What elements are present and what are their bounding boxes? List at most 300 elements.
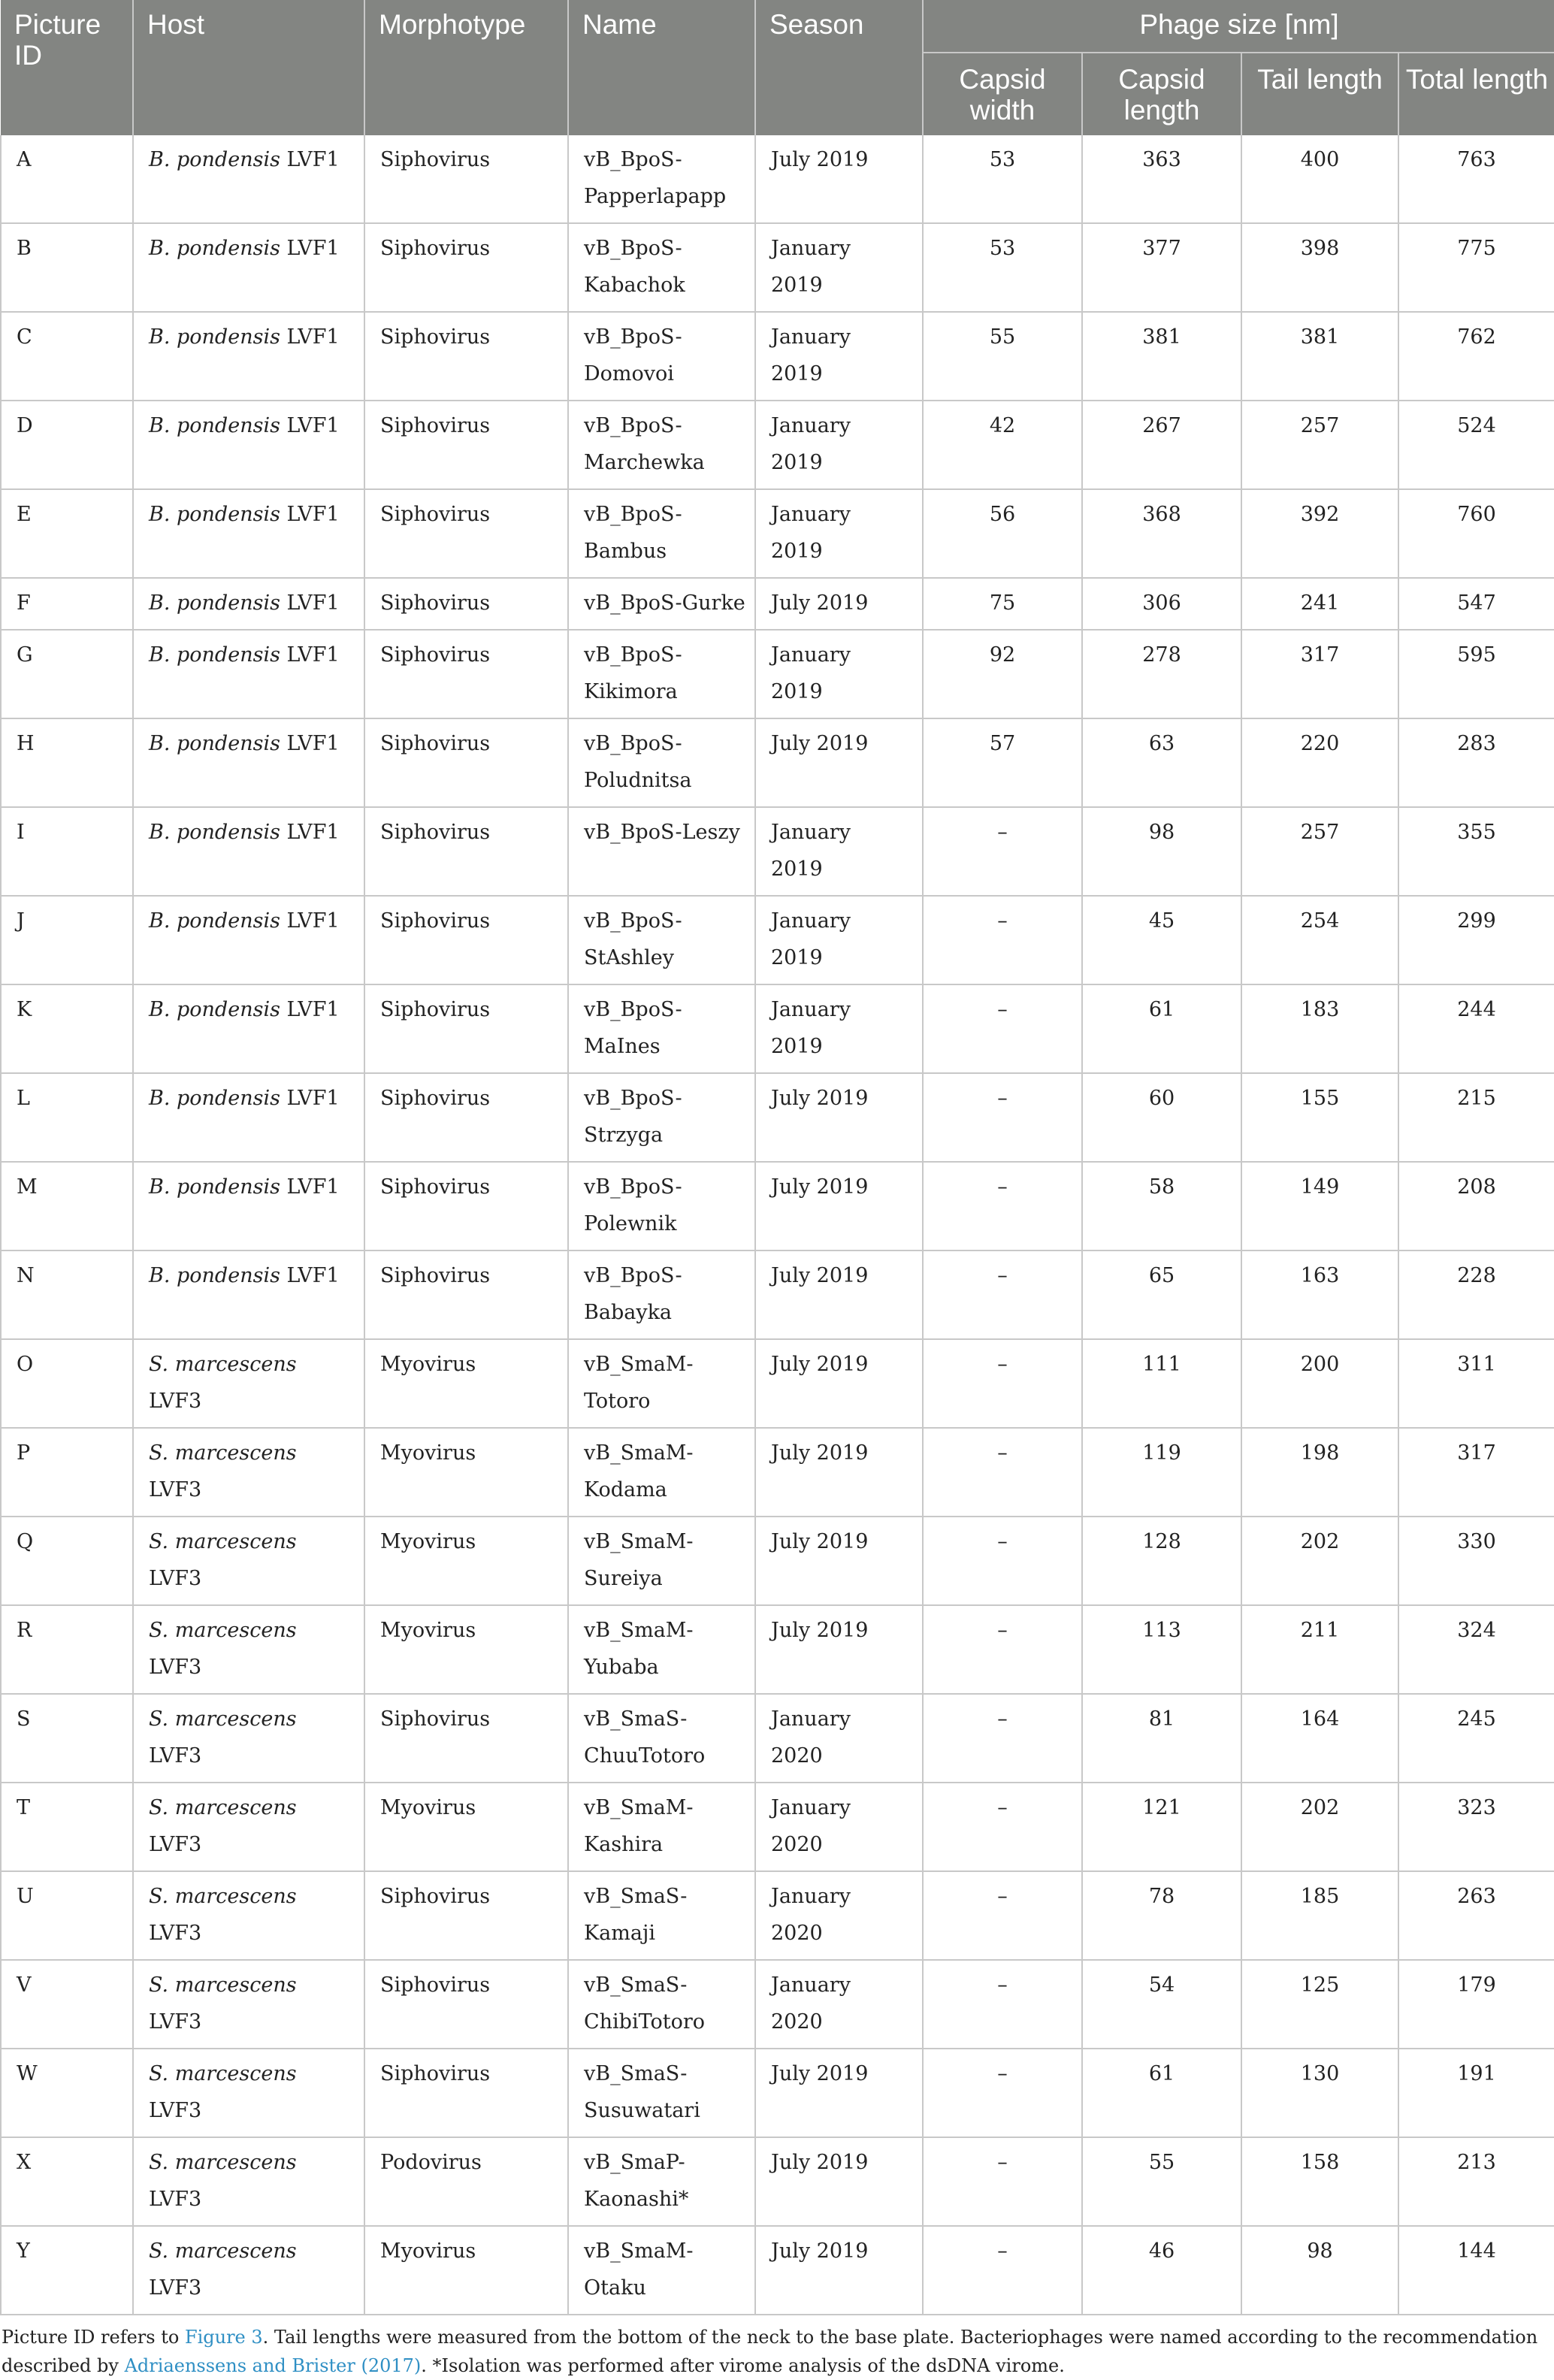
tail-length-text: 257 [1300,821,1340,844]
capsid-length-text: 113 [1142,1619,1181,1642]
cell-host [133,578,364,630]
cell-host [133,1250,364,1339]
cell-total-length [1398,312,1554,401]
host-species-text: B. pondensis [149,821,280,844]
cell-capsid-width [923,1517,1082,1605]
cell-tail-length [1241,1783,1398,1871]
table-row [1,630,1554,718]
host-species-text: B. pondensis [149,643,280,667]
cell-total-length [1398,807,1554,896]
phage-name-text: vB_SmaP-Kaonashi* [584,2151,689,2211]
cell-tail-length [1241,1162,1398,1250]
total-length-text: 283 [1457,732,1496,755]
cell-capsid-width [923,312,1082,401]
cell-name [568,2226,755,2315]
picture-id-text: W [17,2062,38,2085]
capsid-width-text: 56 [989,503,1016,526]
cell-picture-id [1,2137,133,2226]
cell-capsid-length [1082,1605,1241,1694]
cell-tail-length [1241,1960,1398,2049]
cell-host [133,2049,364,2137]
cell-total-length [1398,1073,1554,1162]
total-length-text: 191 [1457,2062,1496,2085]
cell-capsid-length [1082,489,1241,578]
cell-total-length [1398,1250,1554,1339]
cell-picture-id [1,984,133,1073]
cell-total-length [1398,630,1554,718]
cell-season [755,489,923,578]
cell-capsid-length [1082,1162,1241,1250]
picture-id-text: R [17,1619,32,1642]
table-row [1,1162,1554,1250]
total-length-text: 228 [1457,1264,1496,1287]
cell-season [755,896,923,984]
morphotype-text: Myovirus [380,1530,476,1553]
phage-name-text: vB_BpoS-MaInes [584,998,682,1058]
phage-name-text: vB_SmaM-Kodama [584,1441,694,1501]
cell-capsid-width [923,2137,1082,2226]
cell-picture-id [1,135,133,223]
capsid-length-text: 128 [1142,1530,1181,1553]
picture-id-text: O [17,1353,34,1376]
tail-length-text: 317 [1300,643,1340,667]
tail-length-text: 241 [1300,591,1340,615]
table-row [1,2137,1554,2226]
cell-tail-length [1241,312,1398,401]
phage-name-text: vB_BpoS-Bambus [584,503,682,563]
host-species-text: B. pondensis [149,1087,280,1110]
capsid-length-text: 65 [1148,1264,1175,1287]
capsid-length-text: 81 [1148,1707,1175,1731]
capsid-length-text: 61 [1148,998,1175,1021]
picture-id-text: X [17,2151,32,2174]
picture-id-text: K [17,998,32,1021]
picture-id-text: S [17,1707,31,1731]
phage-name-text: vB_SmaM-Totoro [584,1353,694,1413]
cell-season [755,2137,923,2226]
cell-capsid-length [1082,312,1241,401]
cell-total-length [1398,984,1554,1073]
cell-capsid-length [1082,1250,1241,1339]
season-text: January 2019 [771,643,851,703]
cell-tail-length [1241,135,1398,223]
host-species-text: B. pondensis [149,998,280,1021]
capsid-length-text: 61 [1148,2062,1175,2085]
cell-season [755,135,923,223]
cell-season [755,223,923,312]
tail-length-text: 130 [1300,2062,1340,2085]
cell-capsid-length [1082,1339,1241,1428]
total-length-text: 208 [1457,1175,1496,1199]
total-length-text: 323 [1457,1796,1496,1819]
tail-length-text: 185 [1300,1885,1340,1908]
cell-tail-length [1241,489,1398,578]
phage-name-text: vB_SmaM-Otaku [584,2239,694,2300]
cell-tail-length [1241,807,1398,896]
cell-name [568,1605,755,1694]
cell-season [755,1073,923,1162]
figure-3-link[interactable]: Figure 3 [184,2327,263,2348]
cell-name [568,1960,755,2049]
host-strain-text: LVF1 [286,998,340,1021]
season-text: January 2019 [771,821,851,881]
cell-tail-length [1241,984,1398,1073]
cell-name [568,1428,755,1517]
cell-morphotype [364,2049,568,2137]
morphotype-text: Siphovirus [380,237,491,260]
cell-name [568,1339,755,1428]
cell-season [755,1694,923,1783]
host-strain-text: LVF3 [149,2188,202,2211]
cell-capsid-width [923,896,1082,984]
cell-morphotype [364,135,568,223]
capsid-length-text: 45 [1148,909,1175,933]
picture-id-text: Y [17,2239,30,2263]
total-length-text: 775 [1457,237,1496,260]
capsid-width-text: – [997,821,1008,844]
phage-name-text: vB_BpoS-Strzyga [584,1087,682,1147]
host-strain-text: LVF1 [286,1175,340,1199]
cell-morphotype [364,2137,568,2226]
cell-total-length [1398,223,1554,312]
picture-id-text: I [17,821,25,844]
cell-season [755,2049,923,2137]
total-length-text: 144 [1457,2239,1496,2263]
cell-capsid-length [1082,578,1241,630]
tail-length-text: 392 [1300,503,1340,526]
cell-morphotype [364,401,568,489]
cell-season [755,1871,923,1960]
picture-id-text: D [17,414,33,437]
table-row [1,896,1554,984]
table-row [1,312,1554,401]
season-text: January 2019 [771,325,851,386]
cell-capsid-width [923,1605,1082,1694]
morphotype-text: Siphovirus [380,821,491,844]
season-text: July 2019 [771,591,869,615]
table-row [1,1073,1554,1162]
tail-length-text: 198 [1300,1441,1340,1465]
capsid-width-text: 42 [989,414,1016,437]
cell-host [133,135,364,223]
cell-morphotype [364,2226,568,2315]
cell-tail-length [1241,2137,1398,2226]
tail-length-text: 98 [1307,2239,1333,2263]
phage-name-text: vB_SmaS-ChibiTotoro [584,1973,706,2034]
cell-tail-length [1241,401,1398,489]
capsid-width-text: – [997,1619,1008,1642]
picture-id-text: V [17,1973,32,1997]
phage-name-text: vB_SmaM-Sureiya [584,1530,694,1590]
total-length-text: 213 [1457,2151,1496,2174]
morphotype-text: Siphovirus [380,1973,491,1997]
picture-id-text: H [17,732,35,755]
morphotype-text: Myovirus [380,1796,476,1819]
season-text: January 2019 [771,998,851,1058]
cell-tail-length [1241,718,1398,807]
cell-capsid-width [923,578,1082,630]
host-species-text: B. pondensis [149,1175,280,1199]
cell-tail-length [1241,896,1398,984]
tail-length-text: 164 [1300,1707,1340,1731]
cell-capsid-width [923,1783,1082,1871]
cell-capsid-length [1082,2226,1241,2315]
cell-host [133,984,364,1073]
capsid-width-text: 53 [989,148,1016,171]
season-text: July 2019 [771,2151,869,2174]
cell-picture-id [1,223,133,312]
cell-capsid-width [923,1073,1082,1162]
cell-host [133,1605,364,1694]
cell-picture-id [1,807,133,896]
cell-tail-length [1241,2049,1398,2137]
cell-host [133,1517,364,1605]
cell-total-length [1398,1517,1554,1605]
cell-tail-length [1241,630,1398,718]
table-row [1,1871,1554,1960]
host-strain-text: LVF1 [286,503,340,526]
table-header [1,0,1554,135]
host-strain-text: LVF3 [149,2010,202,2034]
picture-id-text: G [17,643,33,667]
cell-morphotype [364,1783,568,1871]
cell-capsid-width [923,1694,1082,1783]
host-species-text: S. marcescens [149,1619,297,1642]
cell-picture-id [1,1694,133,1783]
host-species-text: S. marcescens [149,2151,297,2174]
cell-total-length [1398,489,1554,578]
cell-morphotype [364,1605,568,1694]
cell-total-length [1398,1960,1554,2049]
cell-host [133,718,364,807]
capsid-length-text: 377 [1142,237,1181,260]
tail-length-text: 257 [1300,414,1340,437]
cell-name [568,718,755,807]
cell-capsid-width [923,807,1082,896]
cell-name [568,807,755,896]
cell-host [133,630,364,718]
header-picture-id: Picture ID [1,0,133,135]
host-strain-text: LVF1 [286,643,340,667]
cell-picture-id [1,1428,133,1517]
capsid-width-text: – [997,1885,1008,1908]
capsid-length-text: 60 [1148,1087,1175,1110]
cell-name [568,401,755,489]
table-row [1,2049,1554,2137]
phage-name-text: vB_BpoS-Marchewka [584,414,705,474]
cell-host [133,1428,364,1517]
total-length-text: 524 [1457,414,1496,437]
host-species-text: B. pondensis [149,414,280,437]
cell-name [568,1783,755,1871]
cell-picture-id [1,1250,133,1339]
host-species-text: S. marcescens [149,1885,297,1908]
total-length-text: 179 [1457,1973,1496,1997]
morphotype-text: Siphovirus [380,591,491,615]
cell-morphotype [364,578,568,630]
cell-capsid-length [1082,2049,1241,2137]
host-species-text: B. pondensis [149,148,280,171]
capsid-length-text: 54 [1148,1973,1175,1997]
picture-id-text: C [17,325,32,349]
morphotype-text: Siphovirus [380,643,491,667]
host-species-text: S. marcescens [149,1441,297,1465]
cell-name [568,135,755,223]
cell-host [133,896,364,984]
picture-id-text: T [17,1796,31,1819]
cell-name [568,223,755,312]
host-species-text: S. marcescens [149,1973,297,1997]
citation-link[interactable]: Adriaenssens and Brister (2017) [124,2355,422,2376]
table-row [1,1694,1554,1783]
picture-id-text: F [17,591,31,615]
table-row [1,1605,1554,1694]
cell-capsid-length [1082,1517,1241,1605]
cell-morphotype [364,896,568,984]
cell-capsid-length [1082,896,1241,984]
tail-length-text: 183 [1300,998,1340,1021]
cell-picture-id [1,1960,133,2049]
cell-capsid-width [923,401,1082,489]
cell-capsid-width [923,489,1082,578]
host-strain-text: LVF3 [149,1478,202,1501]
table-row [1,223,1554,312]
cell-season [755,807,923,896]
cell-name [568,2137,755,2226]
morphotype-text: Myovirus [380,1619,476,1642]
capsid-length-text: 63 [1148,732,1175,755]
picture-id-text: P [17,1441,31,1465]
cell-host [133,1339,364,1428]
cell-capsid-length [1082,1783,1241,1871]
capsid-length-text: 306 [1142,591,1181,615]
host-strain-text: LVF3 [149,1922,202,1945]
host-strain-text: LVF1 [286,414,340,437]
cell-picture-id [1,896,133,984]
cell-tail-length [1241,1250,1398,1339]
morphotype-text: Siphovirus [380,2062,491,2085]
cell-morphotype [364,489,568,578]
host-strain-text: LVF1 [286,1264,340,1287]
capsid-length-text: 55 [1148,2151,1175,2174]
morphotype-text: Myovirus [380,2239,476,2263]
cell-name [568,984,755,1073]
phage-name-text: vB_BpoS-Papperlapapp [584,148,727,208]
cell-name [568,630,755,718]
total-length-text: 215 [1457,1087,1496,1110]
table-row [1,1428,1554,1517]
cell-total-length [1398,2049,1554,2137]
season-text: July 2019 [771,1619,869,1642]
capsid-width-text: 53 [989,237,1016,260]
cell-picture-id [1,1162,133,1250]
cell-tail-length [1241,2226,1398,2315]
capsid-length-text: 46 [1148,2239,1175,2263]
table-row [1,807,1554,896]
cell-total-length [1398,401,1554,489]
cell-picture-id [1,1783,133,1871]
picture-id-text: M [17,1175,38,1199]
capsid-width-text: – [997,2062,1008,2085]
cell-morphotype [364,1162,568,1250]
host-species-text: B. pondensis [149,1264,280,1287]
cell-picture-id [1,2049,133,2137]
table-row [1,718,1554,807]
cell-host [133,1694,364,1783]
table-row [1,984,1554,1073]
season-text: July 2019 [771,1264,869,1287]
total-length-text: 763 [1457,148,1496,171]
header-host: Host [133,0,364,135]
total-length-text: 317 [1457,1441,1496,1465]
total-length-text: 324 [1457,1619,1496,1642]
morphotype-text: Siphovirus [380,998,491,1021]
cell-host [133,312,364,401]
capsid-width-text: – [997,1973,1008,1997]
host-species-text: B. pondensis [149,503,280,526]
header-phage-size: Phage size [nm] [923,0,1554,53]
picture-id-text: U [17,1885,34,1908]
cell-total-length [1398,2137,1554,2226]
cell-morphotype [364,1960,568,2049]
cell-season [755,1250,923,1339]
host-strain-text: LVF1 [286,909,340,933]
capsid-width-text: – [997,1441,1008,1465]
capsid-width-text: – [997,1530,1008,1553]
morphotype-text: Siphovirus [380,732,491,755]
tail-length-text: 211 [1300,1619,1340,1642]
morphotype-text: Siphovirus [380,1264,491,1287]
total-length-text: 595 [1457,643,1496,667]
cell-picture-id [1,1605,133,1694]
cell-season [755,1428,923,1517]
cell-total-length [1398,896,1554,984]
capsid-width-text: 75 [989,591,1016,615]
cell-tail-length [1241,1605,1398,1694]
cell-morphotype [364,630,568,718]
capsid-width-text: – [997,2151,1008,2174]
season-text: July 2019 [771,732,869,755]
cell-host [133,1960,364,2049]
cell-capsid-length [1082,135,1241,223]
tail-length-text: 398 [1300,237,1340,260]
cell-total-length [1398,1605,1554,1694]
total-length-text: 355 [1457,821,1496,844]
cell-capsid-width [923,135,1082,223]
table-body [1,135,1554,2315]
cell-host [133,2226,364,2315]
cell-capsid-width [923,718,1082,807]
cell-name [568,489,755,578]
host-species-text: B. pondensis [149,591,280,615]
cell-capsid-length [1082,1073,1241,1162]
table-row [1,401,1554,489]
cell-total-length [1398,135,1554,223]
cell-host [133,489,364,578]
cell-host [133,1162,364,1250]
cell-picture-id [1,718,133,807]
capsid-width-text: – [997,2239,1008,2263]
phage-name-text: vB_SmaS-Kamaji [584,1885,688,1945]
host-strain-text: LVF3 [149,1744,202,1768]
host-species-text: S. marcescens [149,1530,297,1553]
tail-length-text: 220 [1300,732,1340,755]
table-row [1,1339,1554,1428]
cell-total-length [1398,2226,1554,2315]
cell-total-length [1398,1694,1554,1783]
tail-length-text: 381 [1300,325,1340,349]
cell-capsid-width [923,1339,1082,1428]
